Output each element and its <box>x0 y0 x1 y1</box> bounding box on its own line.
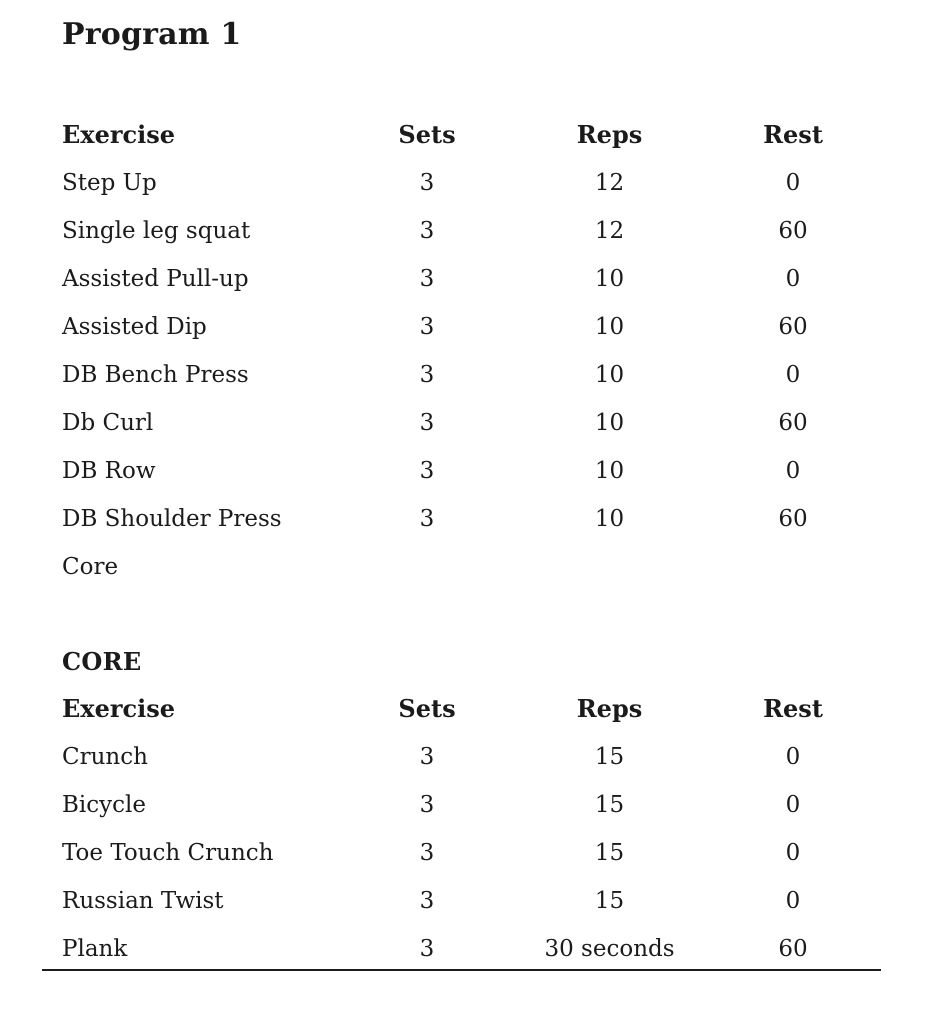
reps-cell: 15 <box>594 840 625 866</box>
column-header-sets: Sets <box>398 694 456 723</box>
exercise-cell: Db Curl <box>62 410 154 436</box>
sets-cell: 3 <box>419 170 435 196</box>
exercise-cell: Assisted Pull-up <box>62 266 249 292</box>
exercise-cell: Single leg squat <box>62 218 251 244</box>
rest-cell: 60 <box>778 410 808 436</box>
column-header-rest: Rest <box>763 120 823 149</box>
reps-cell: 15 <box>594 744 625 770</box>
sets-cell: 3 <box>419 936 435 962</box>
rest-cell: 60 <box>778 314 808 340</box>
table-row <box>62 495 943 543</box>
sets-cell: 3 <box>419 266 435 292</box>
table-row <box>62 877 943 925</box>
rest-cell: 0 <box>785 170 801 196</box>
rest-cell: 60 <box>778 506 808 532</box>
table-row <box>62 447 943 495</box>
reps-cell: 10 <box>594 362 625 388</box>
rest-cell: 0 <box>785 744 801 770</box>
rest-cell: 0 <box>785 888 801 914</box>
reps-cell: 10 <box>594 266 625 292</box>
reps-cell: 12 <box>594 218 625 244</box>
table-header-row <box>62 111 943 159</box>
table-row <box>62 733 943 781</box>
table-row <box>62 925 943 973</box>
core-section-heading: CORE <box>62 646 142 676</box>
sets-cell: 3 <box>419 888 435 914</box>
core-table <box>62 685 943 973</box>
sets-cell: 3 <box>419 792 435 818</box>
table-row <box>62 543 943 591</box>
rest-cell: 0 <box>785 266 801 292</box>
sets-cell: 3 <box>419 362 435 388</box>
sets-cell: 3 <box>419 410 435 436</box>
reps-cell: 10 <box>594 458 625 484</box>
table-bottom-rule <box>42 969 881 971</box>
reps-cell: 12 <box>594 170 625 196</box>
reps-cell: 10 <box>594 314 625 340</box>
table-row <box>62 351 943 399</box>
sets-cell: 3 <box>419 218 435 244</box>
exercise-cell: DB Row <box>62 458 156 484</box>
reps-cell: 10 <box>594 506 625 532</box>
table-row <box>62 207 943 255</box>
rest-cell: 60 <box>778 936 808 962</box>
column-header-reps: Reps <box>576 120 643 149</box>
sets-cell: 3 <box>419 744 435 770</box>
reps-cell: 15 <box>594 792 625 818</box>
exercise-cell: Toe Touch Crunch <box>62 840 274 866</box>
rest-cell: 60 <box>778 218 808 244</box>
program-table <box>62 111 943 591</box>
exercise-cell: DB Shoulder Press <box>62 506 282 532</box>
exercise-cell: Assisted Dip <box>62 314 207 340</box>
rest-cell: 0 <box>785 792 801 818</box>
exercise-cell: Step Up <box>62 170 157 196</box>
sets-cell: 3 <box>419 314 435 340</box>
table-row <box>62 829 943 877</box>
exercise-cell: Core <box>62 554 119 580</box>
column-header-exercise: Exercise <box>62 120 176 149</box>
rest-cell: 0 <box>785 840 801 866</box>
table-row <box>62 159 943 207</box>
reps-cell: 15 <box>594 888 625 914</box>
sets-cell: 3 <box>419 840 435 866</box>
rest-cell: 0 <box>785 362 801 388</box>
exercise-cell: Crunch <box>62 744 148 770</box>
reps-cell: 10 <box>594 410 625 436</box>
sets-cell: 3 <box>419 458 435 484</box>
column-header-sets: Sets <box>398 120 456 149</box>
column-header-rest: Rest <box>763 694 823 723</box>
table-row <box>62 303 943 351</box>
exercise-cell: DB Bench Press <box>62 362 249 388</box>
page-title: Program 1 <box>62 17 242 52</box>
column-header-exercise: Exercise <box>62 694 176 723</box>
exercise-cell: Russian Twist <box>62 888 224 914</box>
core-section-heading-row <box>62 637 943 685</box>
exercise-cell: Plank <box>62 936 128 962</box>
reps-cell: 30 seconds <box>544 936 675 962</box>
exercise-cell: Bicycle <box>62 792 146 818</box>
column-header-reps: Reps <box>576 694 643 723</box>
rest-cell: 0 <box>785 458 801 484</box>
sets-cell: 3 <box>419 506 435 532</box>
table-row <box>62 399 943 447</box>
table-row <box>62 781 943 829</box>
table-header-row <box>62 685 943 733</box>
table-row <box>62 255 943 303</box>
